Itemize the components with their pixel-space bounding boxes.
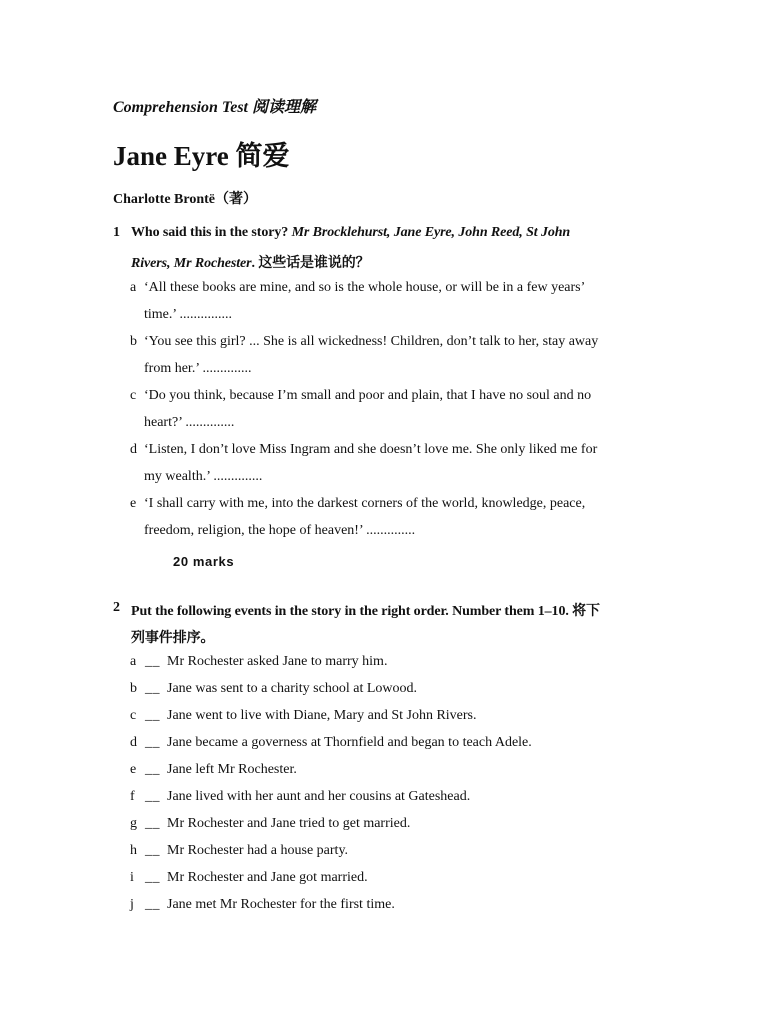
item-letter: a [130, 280, 137, 295]
question-1-prompt-names-2: Rivers, Mr Rochester [131, 256, 252, 271]
question-2-prompt-line-1: Put the following events in the story in the right order. Number them 1–10. 将下 [131, 604, 600, 619]
question-1-prompt-names-1: Mr Brocklehurst, Jane Eyre, John Reed, St John [291, 225, 571, 240]
item-letter: c [130, 708, 137, 723]
item-letter: i [130, 870, 134, 885]
item-text-line-1: ‘Do you think, because I’m small and poor and plain, that I have no soul and no [144, 388, 592, 403]
item-text-line-2: from her.’ .............. [144, 361, 252, 376]
item-letter: h [130, 843, 137, 858]
item-text-line-1: ‘I shall carry with me, into the darkest corners of the world, knowledge, peace, [144, 496, 586, 511]
question-2-number: 2 [113, 600, 120, 615]
answer-blank[interactable]: __ [145, 843, 160, 858]
item-letter: b [130, 681, 137, 696]
item-text-line-2: my wealth.’ .............. [144, 469, 263, 484]
answer-blank[interactable]: __ [145, 897, 160, 912]
question-1-prompt-line-1 [131, 225, 570, 241]
event-text: Jane went to live with Diane, Mary and St John Rivers. [167, 708, 477, 723]
item-text-line-2: time.’ ............... [144, 307, 233, 322]
event-text: Mr Rochester and Jane got married. [167, 870, 368, 885]
item-letter: e [130, 496, 137, 511]
item-letter: a [130, 654, 137, 669]
item-letter: b [130, 334, 137, 349]
item-letter: e [130, 762, 137, 777]
question-2-prompt-line-2: 列事件排序。 [131, 631, 215, 646]
question-1-prompt-line-2 [131, 252, 370, 272]
answer-blank[interactable]: __ [145, 708, 160, 723]
event-text: Mr Rochester and Jane tried to get married. [167, 816, 411, 831]
question-1-prompt-plain: Who said this in the story? [131, 225, 292, 240]
event-text: Jane became a governess at Thornfield and began to teach Adele. [167, 735, 532, 750]
item-letter: d [130, 735, 137, 750]
answer-blank[interactable]: __ [145, 654, 160, 669]
item-letter: f [130, 789, 135, 804]
item-letter: g [130, 816, 137, 831]
author-line: Charlotte Brontë（著） [113, 192, 257, 207]
event-text: Jane met Mr Rochester for the first time. [167, 897, 395, 912]
item-letter: d [130, 442, 137, 457]
item-text-line-1: ‘All these books are mine, and so is the whole house, or will be in a few years’ [144, 280, 586, 295]
item-letter: c [130, 388, 137, 403]
event-text: Mr Rochester asked Jane to marry him. [167, 654, 388, 669]
event-text: Jane left Mr Rochester. [167, 762, 297, 777]
answer-blank[interactable]: __ [145, 816, 160, 831]
item-text-line-2: freedom, religion, the hope of heaven!’ .............. [144, 523, 416, 538]
item-letter: j [130, 897, 134, 912]
book-title: Jane Eyre 简爱 [113, 141, 290, 171]
event-text: Mr Rochester had a house party. [167, 843, 349, 858]
question-1-prompt-tail: . 这些话是谁说的？ [251, 256, 370, 271]
item-text-line-1: ‘You see this girl? ... She is all wickedness! Children, don’t talk to her, stay away [144, 334, 599, 349]
question-1-number: 1 [113, 225, 120, 240]
item-text-line-1: ‘Listen, I don’t love Miss Ingram and she doesn’t love me. She only liked me for [144, 442, 598, 457]
question-1-marks: 20 marks [173, 554, 235, 569]
answer-blank[interactable]: __ [145, 870, 160, 885]
item-text-line-2: heart?’ .............. [144, 415, 235, 430]
answer-blank[interactable]: __ [145, 789, 160, 804]
answer-blank[interactable]: __ [145, 681, 160, 696]
event-text: Jane was sent to a charity school at Lowood. [167, 681, 417, 696]
series-title: Comprehension Test 阅读理解 [113, 99, 316, 116]
answer-blank[interactable]: __ [145, 735, 160, 750]
event-text: Jane lived with her aunt and her cousins at Gateshead. [167, 789, 471, 804]
answer-blank[interactable]: __ [145, 762, 160, 777]
